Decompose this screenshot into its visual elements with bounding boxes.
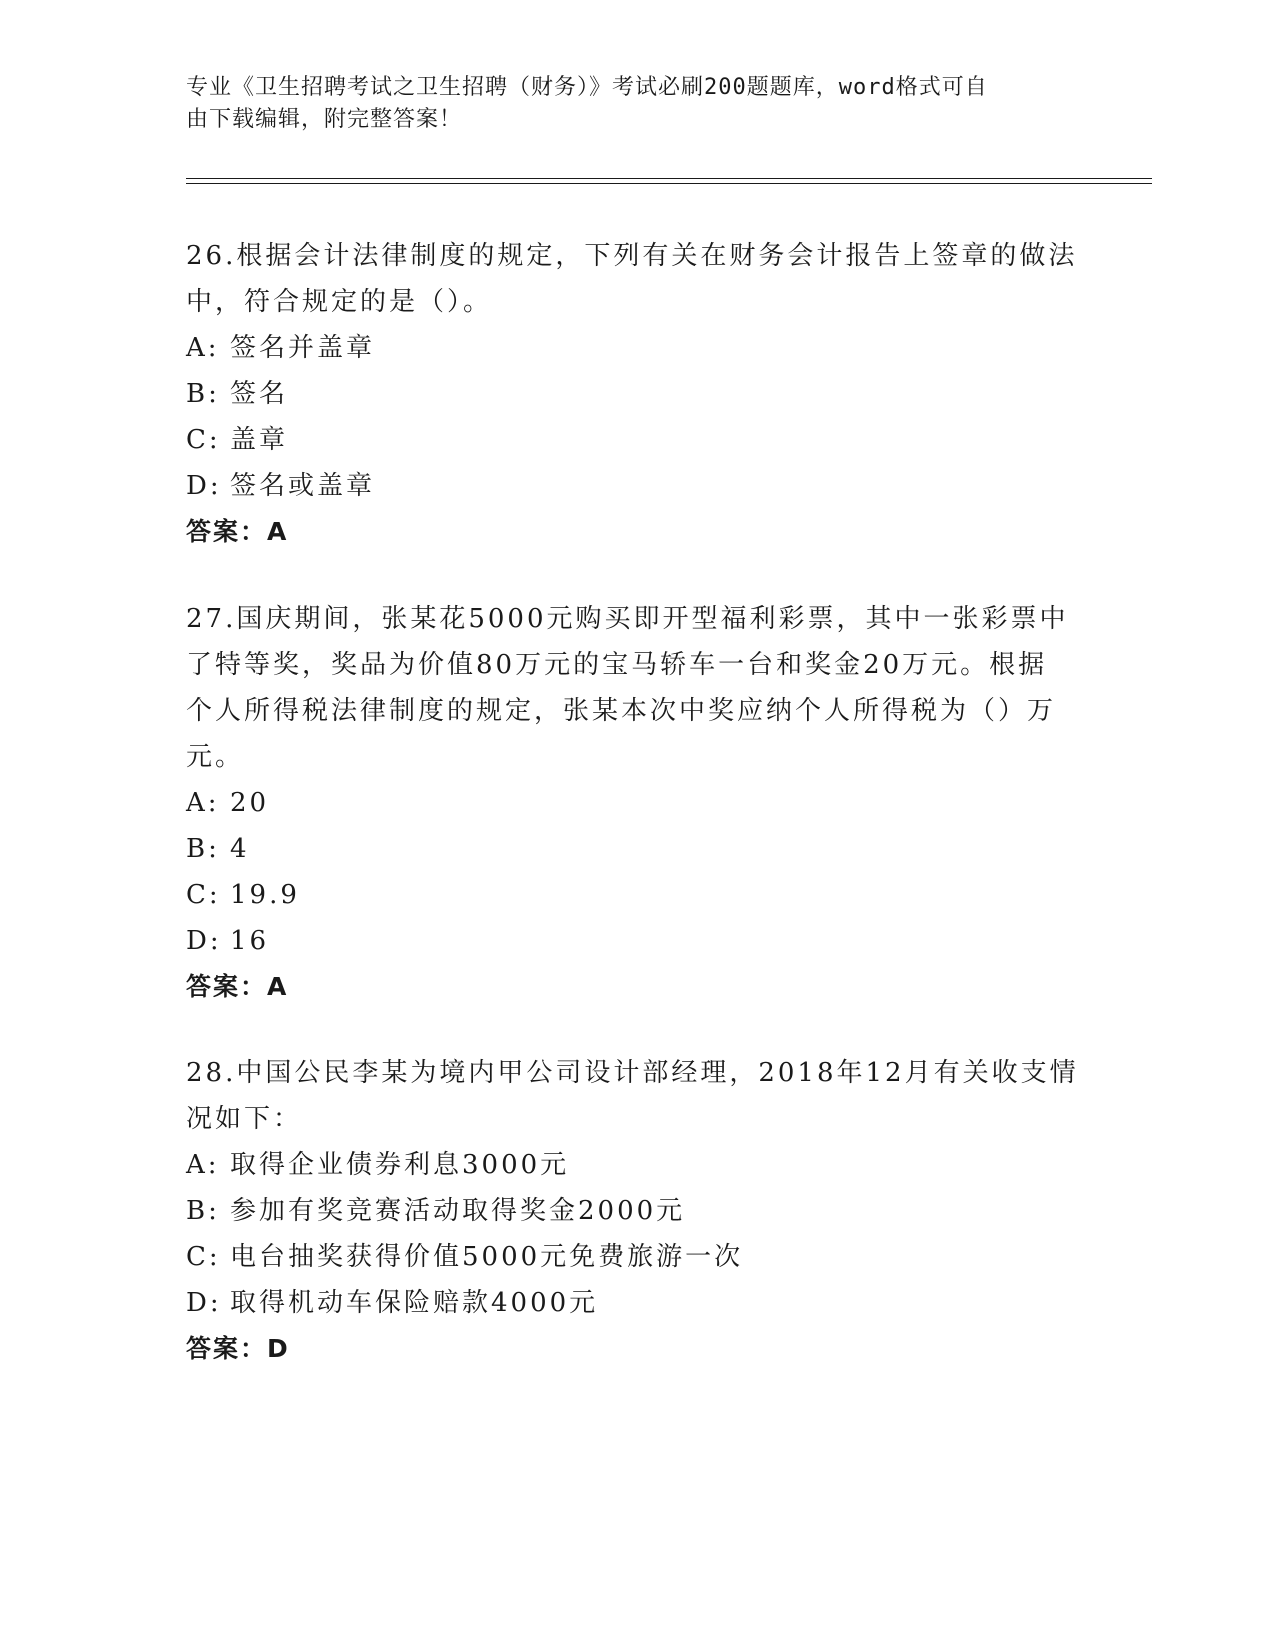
option-c — [186, 872, 1086, 918]
option-letter: C: — [186, 425, 221, 455]
option-text: 19.9 — [230, 880, 300, 910]
question-27 — [186, 596, 1086, 1010]
option-letter: D: — [186, 926, 222, 956]
option-d — [186, 463, 1086, 509]
option-text: 签名 — [230, 379, 289, 409]
option-b — [186, 826, 1086, 872]
answer-line: 答案：A — [186, 517, 289, 546]
option-c — [186, 1234, 1086, 1280]
option-letter: B: — [186, 1196, 220, 1226]
option-text: 取得企业债券利息3000元 — [230, 1150, 570, 1180]
option-letter: A: — [186, 1150, 220, 1180]
option-letter: B: — [186, 379, 220, 409]
option-a — [186, 780, 1086, 826]
question-stem-line: 中，符合规定的是（）。 — [186, 287, 493, 317]
option-letter: D: — [186, 1288, 222, 1318]
option-letter: D: — [186, 471, 222, 501]
option-letter: A: — [186, 333, 220, 363]
option-a — [186, 1142, 1086, 1188]
header-divider — [186, 183, 1152, 184]
option-text: 签名并盖章 — [230, 333, 376, 363]
question-stem-line: 个人所得税法律制度的规定，张某本次中奖应纳个人所得税为（）万 — [186, 696, 1057, 726]
option-b — [186, 1188, 1086, 1234]
option-letter: B: — [186, 834, 220, 864]
header-line: 专业《卫生招聘考试之卫生招聘（财务）》考试必刷200题题库，word格式可自 — [186, 75, 988, 100]
option-d — [186, 1280, 1086, 1326]
option-letter: C: — [186, 1242, 221, 1272]
question-26 — [186, 233, 1086, 555]
question-stem-line: 况如下： — [186, 1104, 303, 1134]
option-a — [186, 325, 1086, 371]
option-b — [186, 371, 1086, 417]
option-text: 20 — [230, 788, 270, 818]
question-stem-line: 了特等奖，奖品为价值80万元的宝马轿车一台和奖金20万元。根据 — [186, 650, 1048, 680]
document-header — [186, 72, 1066, 136]
option-text: 取得机动车保险赔款4000元 — [230, 1288, 599, 1318]
answer-line: 答案：A — [186, 972, 289, 1001]
option-text: 4 — [230, 834, 250, 864]
question-stem-line: 27.国庆期间，张某花5000元购买即开型福利彩票，其中一张彩票中 — [186, 604, 1069, 634]
option-text: 签名或盖章 — [230, 471, 376, 501]
option-text: 电台抽奖获得价值5000元免费旅游一次 — [230, 1242, 744, 1272]
question-28 — [186, 1050, 1086, 1372]
option-text: 参加有奖竞赛活动取得奖金2000元 — [230, 1196, 686, 1226]
option-letter: C: — [186, 880, 221, 910]
option-d — [186, 918, 1086, 964]
option-letter: A: — [186, 788, 220, 818]
question-stem-line: 元。 — [186, 742, 245, 772]
question-stem-line: 28.中国公民李某为境内甲公司设计部经理，2018年12月有关收支情 — [186, 1058, 1079, 1088]
option-text: 盖章 — [230, 425, 289, 455]
header-divider — [186, 178, 1152, 179]
option-text: 16 — [230, 926, 270, 956]
question-stem-line: 26.根据会计法律制度的规定，下列有关在财务会计报告上签章的做法 — [186, 241, 1078, 271]
option-c — [186, 417, 1086, 463]
answer-line: 答案：D — [186, 1334, 290, 1363]
header-line: 由下载编辑，附完整答案！ — [186, 107, 463, 132]
